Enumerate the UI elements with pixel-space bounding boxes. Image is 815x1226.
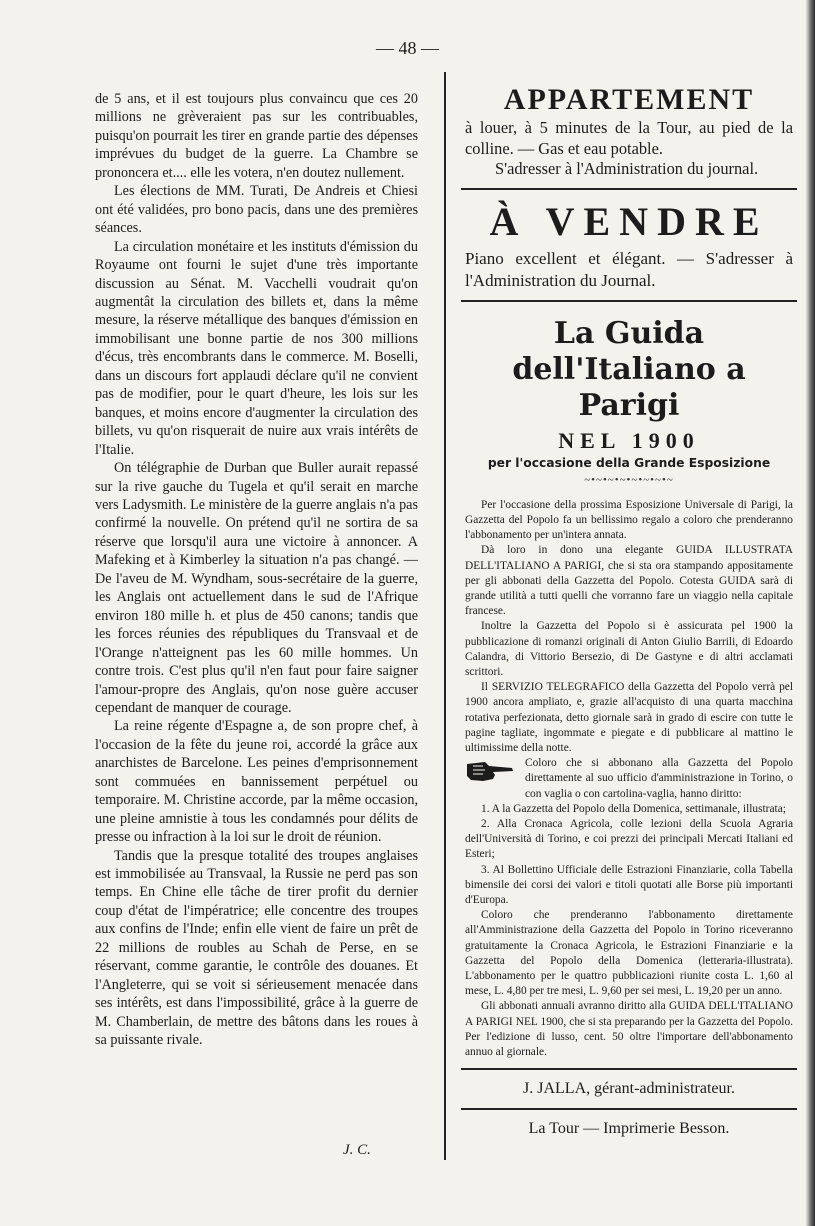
guida-list-item: 2. Alla Cronaca Agricola, colle lezioni della Scuola Agraria dell'Università di Torino, e coi prezzi dei principali Mercati Italiani ed Esteri; [465,818,793,861]
guida-paragraph: Dà loro in dono una elegante GUIDA ILLUSTRATA DELL'ITALIANO A PARIGI, che si sta ora stampando appositamente per gli abbonati della Gazzetta del Popolo. Cotesta GUIDA sarà di grande utilità a tutti quelli che vorranno fare un viaggio nella capitale francese. [465,544,793,618]
column-divider [444,72,446,1160]
guida-title: La Guida dell'Italiano a Parigi [512,315,746,423]
guida-paragraph: Gli abbonati annuali avranno diritto alla GUIDA DELL'ITALIANO A PARIGI NEL 1900, che si sta preparando per la Gazzetta del Popolo. Per l'edizione di lusso, cent. 50 oltre l'importare dell'abbonamento annuo al giornale. [465,1000,793,1059]
ad-appartement-title: APPARTEMENT [503,83,755,116]
article-paragraph-5: La reine régente d'Espagne a, de son propre chef, à l'occasion de la fête du jeune roi, accordé la grâce aux anarchistes de Barcelone. Les peines d'emprisonnement sont commuées en bannissement perpétuel ou temporaire. M. Christine accorde, par la même occasion, une pleine amnistie à tous les condamnés pour délits de presse ou infraction à la loi sur le droit de réunion. [95,718,418,846]
guida-year: NEL 1900 [558,427,700,453]
guida-paragraph: Coloro che si abbonano alla Gazzetta del Popolo direttamente al suo ufficio d'amministrazione in Torino, o con vaglia o con cartolina-vaglia, hanno diritto: [525,757,793,800]
guida-subtitle: per l'occasione della Grande Esposizione [487,455,771,470]
ad-divider-1 [461,188,797,190]
ad-vendre-text: Piano excellent et élégant. — S'adresser à l'Administration du Journal. [465,248,793,290]
ad-appartement-contact: S'adresser à l'Administration du journal. [495,159,759,179]
article-paragraph-1: de 5 ans, et il est toujours plus convaincu que ces 20 millions ne grèveraient pas sur les contribuables, puisqu'on pourrait les tirer en grande partie des dépenses imprévues du budget de la guerre. La Chambre se prononcera et.... elle les votera, n'en doutez nullement. [95,91,418,181]
guida-paragraph: Il SERVIZIO TELEGRAFICO della Gazzetta del Popolo verrà pel 1900 ancora ampliato, e, grazie all'acquisto di una quarta macchina rotativa perfezionata, detto giornale sarà in grado di escire con tutte le pagine tagliate, ingommate e piegate e di pubblicare al mattino le ultimissime della notte. [465,681,793,755]
article-paragraph-6: Tandis que la presque totalité des troupes anglaises est immobilisée au Transvaal, la Russie ne perd pas son temps. En Chine elle tâche de tirer profit du dernier coup d'état de l'impératrice; elle concentre des troupes aux confins de l'Inde; enfin elle vient de faire un prêt de 22 millions de roubles au Schah de Perse, en se réservant, comme garantie, le contrôle des douanes. Et l'Angleterre, qui se voit si sérieusement menacée dans ses intérêts, est dans l'impossibilité, grâce à la guerre de M. Chamberlain, de mettre des bâtons dans les roues à sa puissante rivale. [95,847,418,1049]
left-column-article [95,90,418,1050]
author-signoff: J. C. [343,1142,371,1158]
article-paragraph-2: Les élections de MM. Turati, De Andreis et Chiesi ont été validées, pro bono pacis, dans une des premières séances. [95,183,418,237]
footer-divider-2 [461,1108,797,1110]
guida-list-item: 1. A la Gazzetta del Popolo della Domenica, settimanale, illustrata; [481,802,786,815]
ad-appartement-text: à louer, à 5 minutes de la Tour, au pied de la colline. — Gas et eau potable. [465,118,793,158]
ad-appartement [465,82,793,180]
footer-divider-1 [461,1068,797,1070]
right-column-ads [465,82,793,1140]
ad-divider-2 [461,300,797,302]
guida-paragraph: Coloro che prenderanno l'abbonamento direttamente all'Amministrazione della Gazzetta del Popolo in Torino riceveranno gratuitamente la Cronaca Agricola, le Estrazioni Finanziarie e la Gazzetta del Popolo della Domenica (letteraria-illustrata). L'abbonamento per le quattro pubblicazioni riunite costa L. 1,60 al mese, L. 4,80 per tre mesi, L. 9,60 per sei mesi, L. 19,20 per un anno. [465,909,793,998]
guida-paragraph: Inoltre la Gazzetta del Popolo si è assicurata pel 1900 la pubblicazione di romanzi originali di Anton Giulio Barrili, di Edoardo Calandra, di Vittorio Bersezio, di De Gastyne e di altri acclamati scrittori. [465,620,793,679]
page-edge-shadow [806,0,815,1226]
ornament-divider: ~•~•~•~•~•~•~•~ [584,473,674,486]
ad-guida [465,316,793,1061]
ad-vendre [465,198,793,292]
guida-list-item: 3. Al Bollettino Ufficiale delle Estrazioni Finanziarie, colla Tabella bimensile dei corsi dei valori e titoli quotati alle Borse più importanti d'Europa. [465,863,793,907]
subscription-notice [465,756,793,802]
gerant-credit: J. JALLA, gérant-administrateur. [523,1080,735,1098]
article-paragraph-3: La circulation monétaire et les instituts d'émission du Royaume ont fourni le sujet d'une très importante discussion au Sénat. M. Vacchelli voudrait qu'on augmentât la circulation des billets et, dans la même mesure, la réserve métallique des banques d'émission en immobilisant une bonne partie de nos 300 millions d'écus, très encombrants dans le commerce. M. Boselli, dans un discours fort applaudi déclare qu'il ne convient pas de modifier, pour le quart d'heure, les lois sur les banques, et moins encore d'augmenter la circulation des billets, vu qu'on risquerait de nuire aux vrais intérêts de l'Italie. [95,238,418,458]
printer-credit: La Tour — Imprimerie Besson. [528,1120,730,1138]
page-number: — 48 — [376,38,439,58]
pointing-hand-icon [465,758,515,784]
article-paragraph-4: On télégraphie de Durban que Buller aurait repassé sur la rive gauche du Tugela et qu'il serait en marche vers Ladysmith. Le ministère de la guerre anglais n'a pas confirmé la nouvelle. On prétend qu'il ne sortira de sa réserve que lorsqu'il aura une victoire à annoncer. A Mafeking et à Kimberley la situation n'a pas changé. — De l'aveu de M. Wyndham, sous-secrétaire de la guerre, les Anglais ont actuellement dans le sud de l'Afrique environ 180 mille h. et plus de 450 canons; tandis que les forces réunies des républiques du Transvaal et de l'Orange n'atteignent pas les 60 mille hommes. Un contre trois. C'est plus qu'il n'en faut pour faire saigner l'amour-propre des Anglais, qu'on nose guère accuser cependant de manquer de courage. [95,460,418,716]
guida-paragraph: Per l'occasione della prossima Esposizione Universale di Parigi, la Gazzetta del Popolo fa un bellissimo regalo a coloro che prenderanno l'abbonamento per un'intera annata. [465,498,793,542]
ad-vendre-title: À VENDRE [489,198,769,244]
